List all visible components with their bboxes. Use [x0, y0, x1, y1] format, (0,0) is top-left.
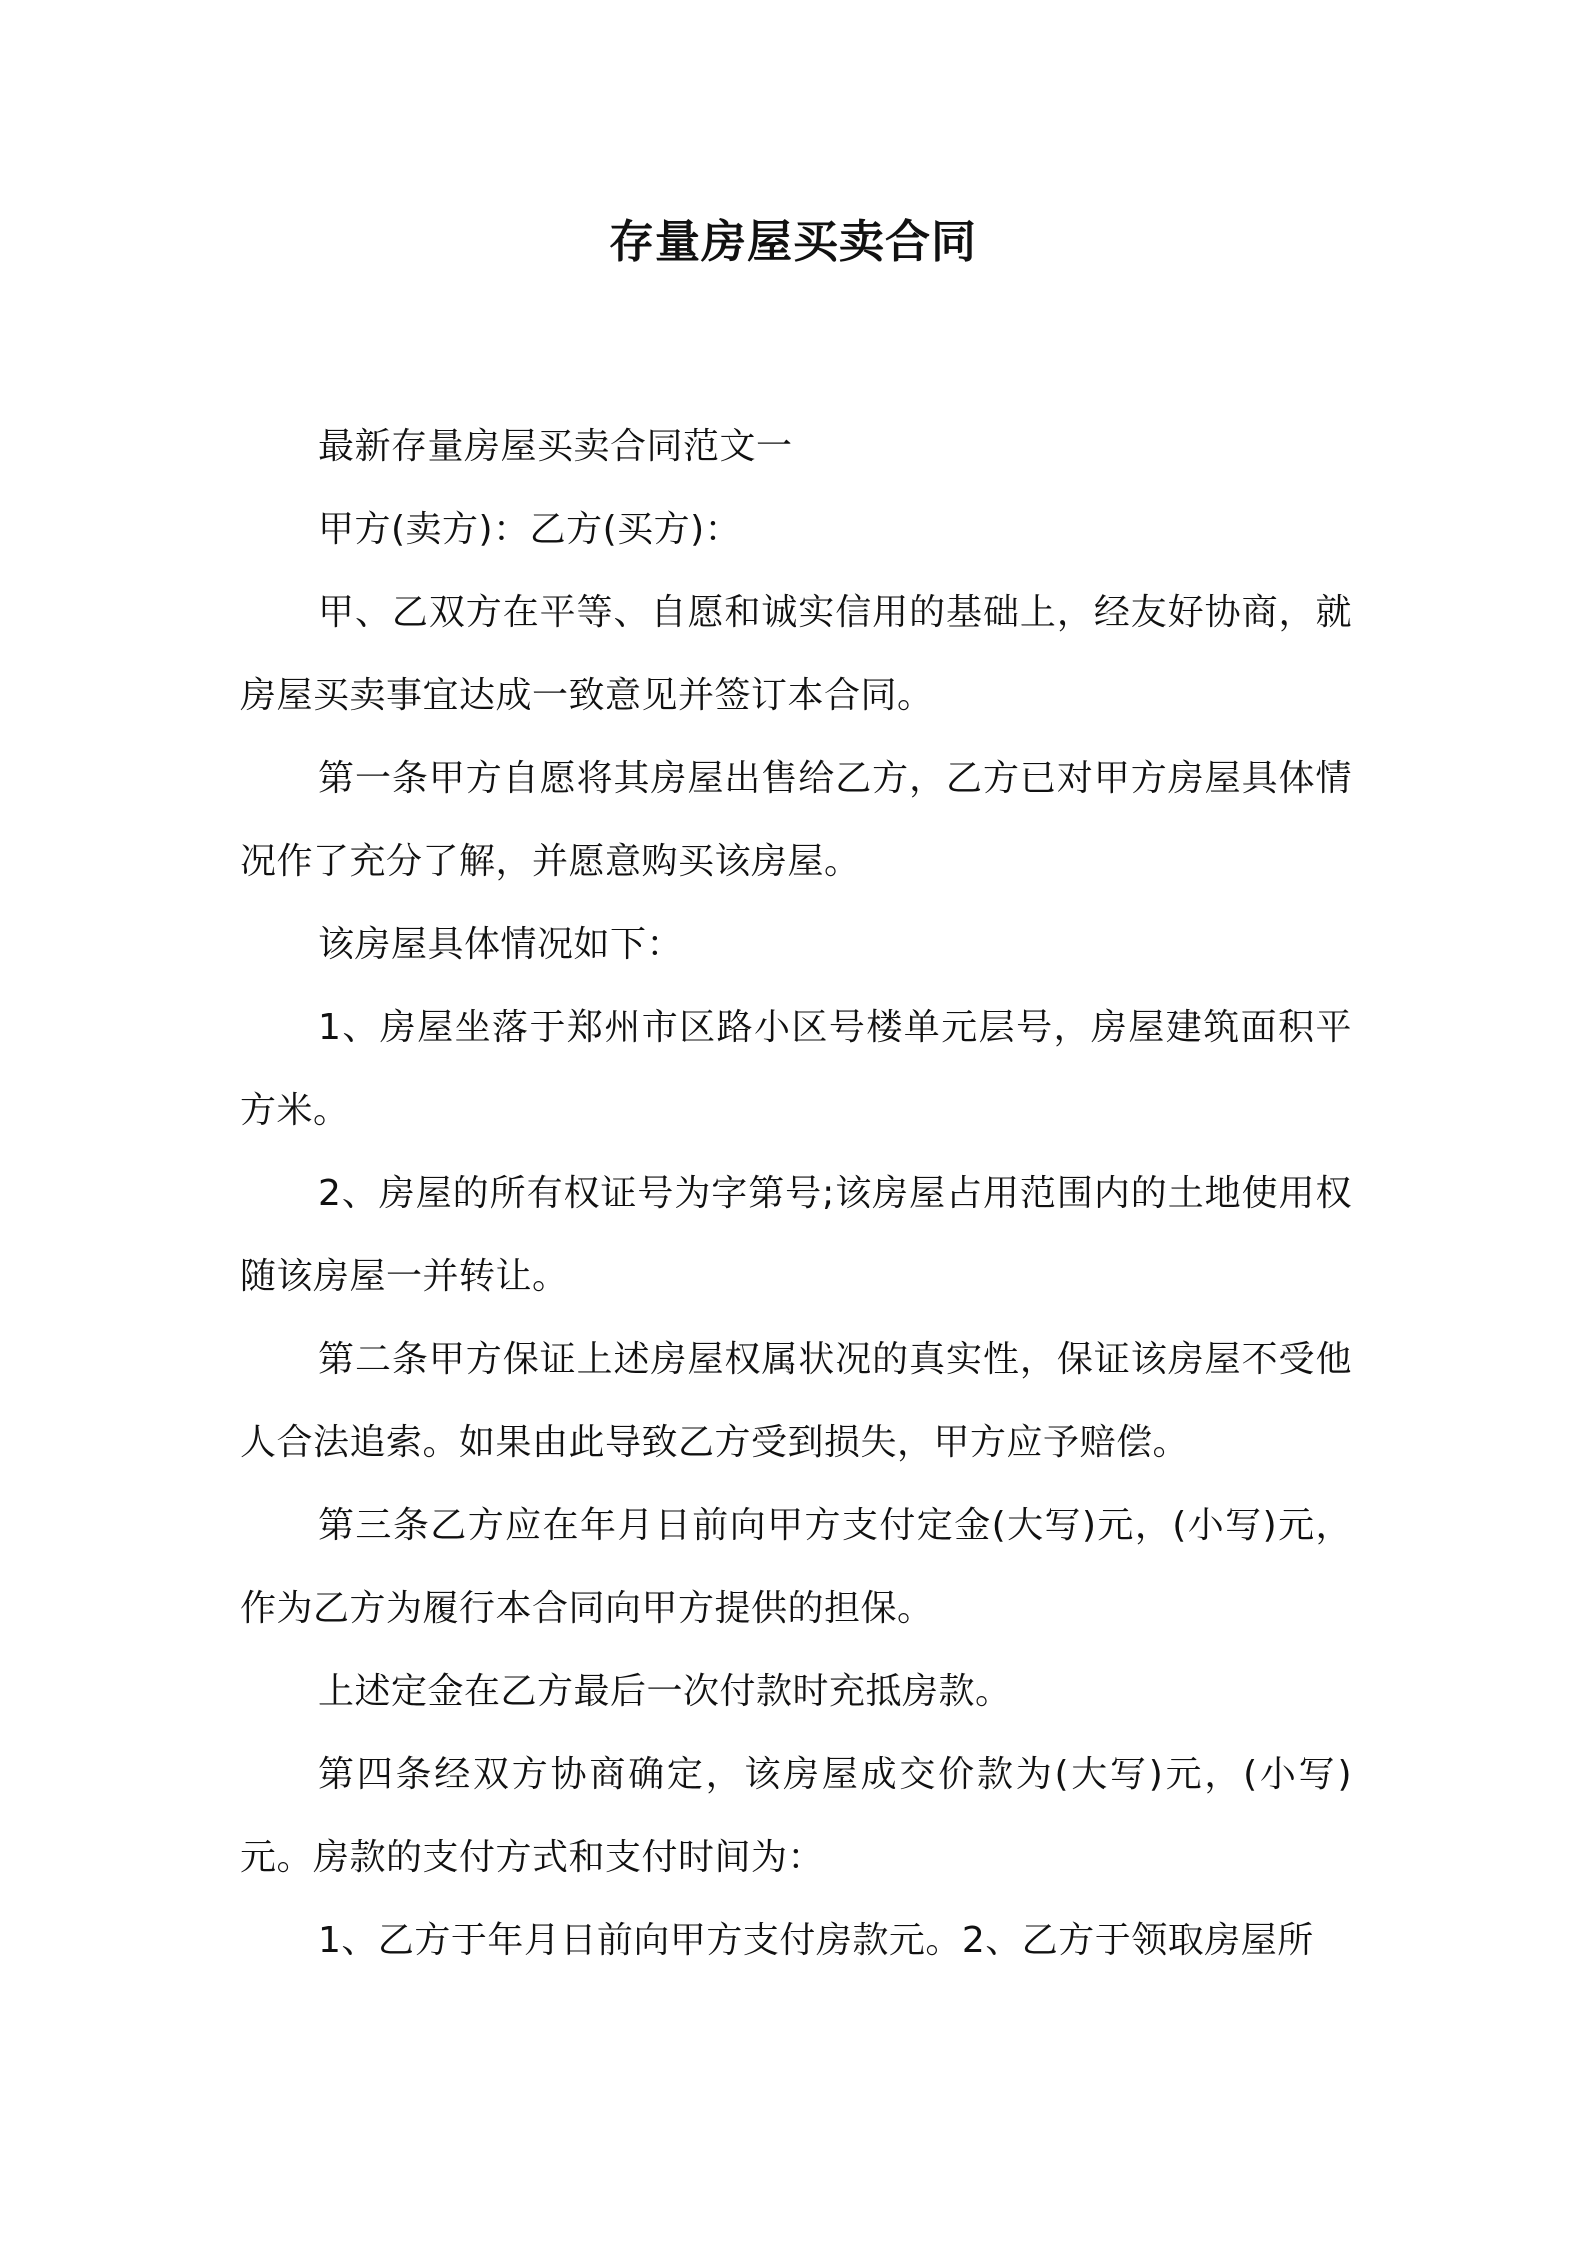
paragraph-deposit-offset: 上述定金在乙方最后一次付款时充抵房款。: [318, 1671, 1012, 1712]
paragraph-property-details-heading: 该房屋具体情况如下：: [318, 924, 684, 965]
paragraph-parties: 甲方(卖方)：乙方(买方)：: [318, 509, 742, 550]
paragraph-property-location: 1、房屋坐落于郑州市区路小区号楼单元层号，房屋建筑面积平方米。: [240, 1007, 1352, 1131]
document-body: [240, 405, 1352, 1982]
document-title: 存量房屋买卖合同: [608, 215, 977, 268]
paragraph-ownership-certificate: 2、房屋的所有权证号为字第号;该房屋占用范围内的土地使用权随该房屋一并转让。: [240, 1173, 1352, 1297]
paragraph-preamble: 甲、乙双方在平等、自愿和诚实信用的基础上，经友好协商，就房屋买卖事宜达成一致意见并签订本合同。: [240, 592, 1352, 716]
paragraph-payment-terms: 1、乙方于年月日前向甲方支付房款元。2、乙方于领取房屋所: [318, 1920, 1314, 1961]
paragraph-article-3: 第三条乙方应在年月日前向甲方支付定金(大写)元，(小写)元，作为乙方为履行本合同向甲方提供的担保。: [240, 1505, 1352, 1629]
paragraph-article-1: 第一条甲方自愿将其房屋出售给乙方，乙方已对甲方房屋具体情况作了充分了解，并愿意购买该房屋。: [240, 758, 1352, 882]
paragraph-article-2: 第二条甲方保证上述房屋权属状况的真实性，保证该房屋不受他人合法追索。如果由此导致乙方受到损失，甲方应予赔偿。: [240, 1339, 1352, 1463]
paragraph-article-4: 第四条经双方协商确定，该房屋成交价款为(大写)元，(小写)元。房款的支付方式和支付时间为：: [240, 1754, 1352, 1878]
paragraph-subtitle: 最新存量房屋买卖合同范文一: [318, 426, 793, 467]
